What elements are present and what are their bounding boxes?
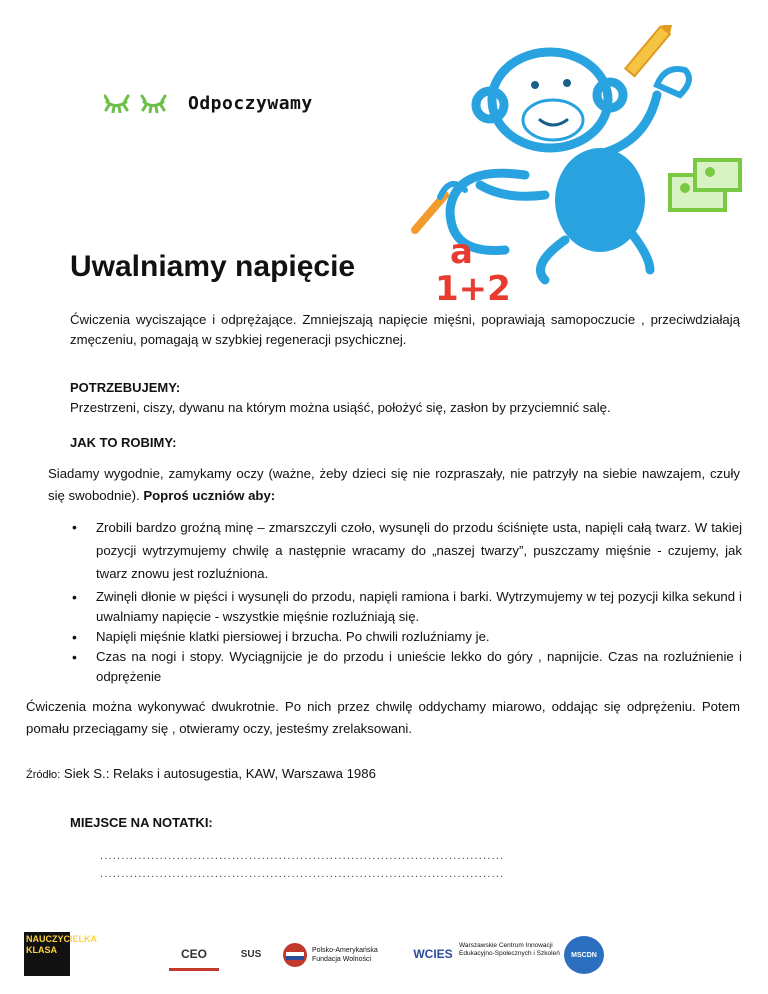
source-citation [26,764,376,785]
monkey-drawing-icon [395,25,755,310]
source-text: Siek S.: Relaks i autosugestia, KAW, Warszawa 1986 [63,766,376,781]
closing-paragraph: Ćwiczenia można wykonywać dwukrotnie. Po nich przez chwilę oddychamy miarowo, oddając się odprężeniu. Potem pomału przeciągamy się , otwieramy oczy, jesteśmy zrelaksowani. [26,699,740,736]
notes-label: MIEJSCE NA NOTATKI: [70,815,213,830]
section-label: Odpoczywamy [188,92,313,114]
notes-line-2[interactable]: ............................................................................................... [100,868,505,880]
wcies-full-logo: Warszawskie Centrum Innowacji Edukacyjno-Społecznych i Szkoleń [459,942,560,957]
needs-text: Przestrzeni, ciszy, dywanu na którym można usiąść, położyć się, zasłon by przyciemnić salę. [70,400,611,415]
steps-list [72,516,742,687]
footer-logos [24,930,744,980]
section-header [104,88,374,118]
notes-line-1[interactable]: ............................................................................................... [100,850,505,862]
list-item: • Zwinęli dłonie w pięści i wysunęli do przodu, napięli ramiona i barki. Wytrzymujemy w tej pozycji kilka sekund i uwalniamy napięcie - wszystkie mięśnie rozluźniają się. [72,587,742,627]
handwritten-letter: a [450,232,473,272]
intro-paragraph: Ćwiczenia wyciszające i odprężające. Zmniejszają napięcie mięśni, poprawiają samopoczucie , przeciwdziałają zmęczeniu, pomagają w szybkiej regeneracji psychicznej. [70,312,740,347]
pafw-logo: Polsko-Amerykańska Fundacja Wolności [282,938,402,972]
list-item: • Napięli mięśnie klatki piersiowej i brzucha. Po chwili rozluźniamy je. [72,627,742,647]
page-title: Uwalniamy napięcie [70,250,356,283]
needs-label: POTRZEBUJEMY: [70,380,181,395]
sus-logo: SUS [240,948,262,960]
ceo-logo: CEO [169,940,219,971]
wcies-logo: WCIES [413,947,453,961]
list-item: • Czas na nogi i stopy. Wyciągnijcie je do przodu i unieście lekko do góry , napnijcie. Czas na rozluźnienie i odprężenie [72,647,742,687]
pafw-emblem-icon [282,942,308,968]
source-prefix: Źródło: [26,769,61,781]
mscdn-logo: MSCDN [564,936,604,974]
list-item: • Zrobili bardzo groźną minę – zmarszczyli czoło, wysunęli do przodu ściśnięte usta, napięli całą twarz. W takiej pozycji wytrzymujemy chwilę a następnie wracamy do „naszej twarzy”, puszczamy mięśnie - czujemy, jak twarz znowu jest rozluźniona. [72,516,742,585]
closed-eyes-icon [104,93,178,113]
howto-paragraph [48,463,740,507]
howto-label: JAK TO ROBIMY: [70,435,177,450]
howto-emphasis: Poproś uczniów aby: [143,488,276,503]
howto-text: Siadamy wygodnie, zamykamy oczy (ważne, żeby dzieci się nie rozpraszały, nie patrzyły na siebie nawzajem, czuły się swobodnie). [48,466,740,503]
nauczycielka-klasa-logo: NAUCZYCIELKA KLASA [24,932,70,976]
handwritten-sum: 1+2 [435,269,511,309]
